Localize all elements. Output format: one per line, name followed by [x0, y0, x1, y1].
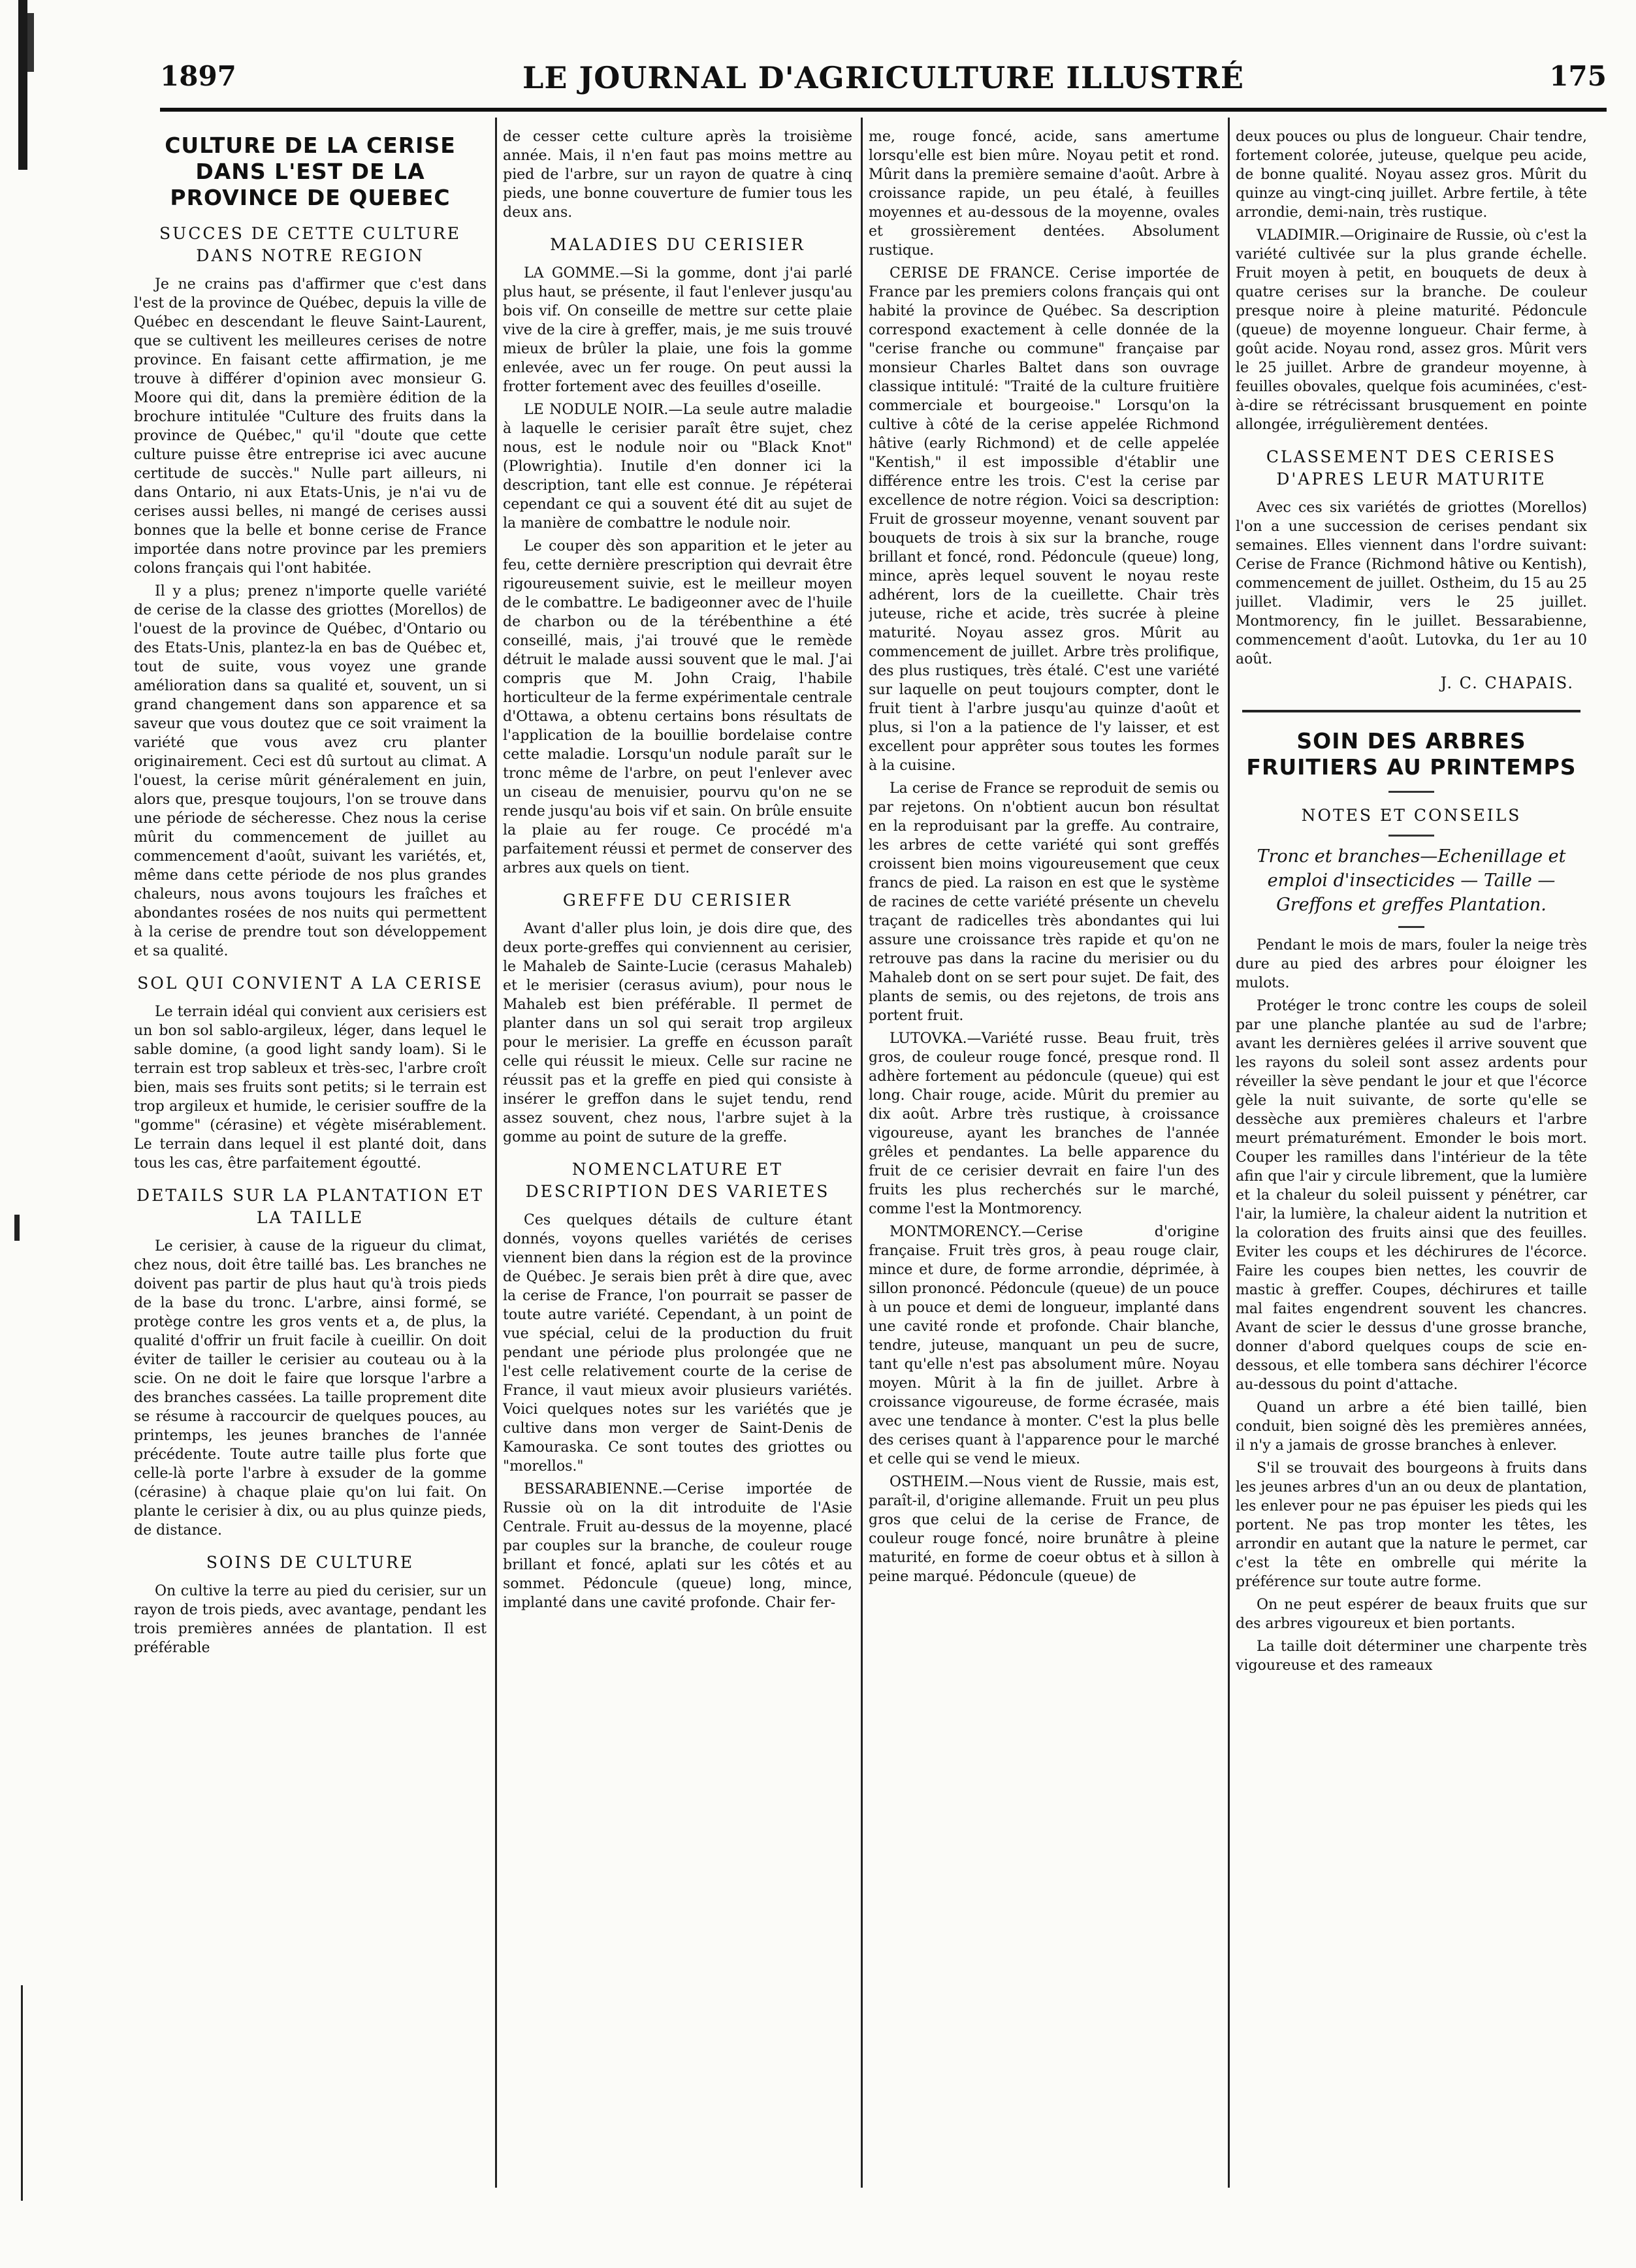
short-rule: [1388, 791, 1434, 793]
paragraph: S'il se trouvait des bourgeons à fruits dans les jeunes arbres d'un an ou deux de plantation, les enlever pour ne pas épuiser les pieds qui les portent. Ne pas trop monter les têtes, les arrondir en autant que la nature le permet, car c'est la tête en ombrelle qui mérite la préférence sur toute autre forme.: [1236, 1460, 1587, 1590]
header-year: 1897: [160, 60, 236, 92]
paragraph: Protéger le tronc contre les coups de soleil par une planche plantée au sud de l'arbre; avant les dernières gelées il arrive souvent que les rayons du soleil sont assez ardents pour réveiller la sève pendant le jour et que l'écorce gèle la nuit suivante, de sorte qu'elle se dessèche aux premières chaleurs et l'arbre meurt prématurément. Emonder le bois mort. Couper les ramilles dans l'intérieur de la tête afin que l'air y circule librement, que la lumière et la chaleur du soleil puissent y pénétrer, car l'air, la lumière, la chaleur aident la nutrition et la coloration des fruits ainsi que des feuilles. Eviter les coups et les déchirures de l'écorce. Faire les coupes bien nettes, les couvrir de mastic à greffer. Coupes, déchirures et taille mal faites engendrent souvent les chancres. Avant de scier le dessus d'une grosse branche, donner d'abord quelques coups de scie en-dessous, et elle tombera sans déchirer l'écorce au-dessous du point d'attache.: [1236, 998, 1587, 1393]
section-heading-nomenclature: NOMENCLATURE ET DESCRIPTION DES VARIETES: [525, 1160, 830, 1201]
paragraph: La taille doit déterminer une charpente très vigoureuse et des rameaux: [1236, 1638, 1587, 1674]
paragraph: VLADIMIR.—Originaire de Russie, où c'est la variété cultivée sur la plus grande échelle. Fruit moyen à petit, en bouquets de deux à quatre cerises sur la branche. De couleur presque noire à pleine maturité. Pédoncule (queue) de moyenne longueur. Chair ferme, à goût acide. Noyau rond, assez gros. Mûrit vers le 25 juillet. Arbre de grandeur moyenne, à feuilles obovales, quelque fois acuminées, c'est-à-dire se rétrécissant brusquement en pointe allongée, irrégulièrement dentées.: [1236, 227, 1587, 433]
paragraph: LUTOVKA.—Variété russe. Beau fruit, très gros, de couleur rouge foncé, presque rond. Il adhère fortement au pédoncule (queue) qui est long. Chair rouge, acide. Mûrit du premier au dix août. Arbre très rustique, à croissance vigoureuse, ayant les branches de l'année grêles et pendantes. La belle apparence du fruit de ce cerisier devrait en faire l'un des fruits les plus recherchés sur le marché, comme l'est la Montmorency.: [869, 1030, 1219, 1217]
short-rule: [1388, 835, 1434, 837]
column-3: [869, 127, 1219, 2184]
scanned-binding-edge: [7, 0, 52, 2265]
column-rule-2: [861, 118, 863, 2188]
paragraph: MONTMORENCY.—Cerise d'origine française. Fruit très gros, à peau rouge clair, mince et dure, de forme arrondie, déprimée, à sillon prononcé. Pédoncule (queue) de un pouce à un pouce et demi de longueur, implanté dans une cavité ronde et profonde. Chair blanche, tendre, juteuse, manquant un peu de sucre, tant qu'elle n'est pas absolument mûre. Noyau moyen. Mûrit à la fin de juillet. Arbre à croissance vigoureuse, de forme écrasée, mais avec une tendance à monter. C'est la plus belle des cerises quant à l'apparence pour le marché et celle qui se vend le mieux.: [869, 1224, 1219, 1467]
paragraph: Pendant le mois de mars, fouler la neige très dure au pied des arbres pour éloigner les mulots.: [1236, 937, 1587, 991]
column-rule-1: [495, 118, 497, 2188]
author-signature: J. C. CHAPAIS.: [1440, 674, 1574, 692]
column-rule-3: [1228, 118, 1230, 2188]
paragraph: deux pouces ou plus de longueur. Chair tendre, fortement colorée, juteuse, quelque peu acide, de bonne qualité. Noyau assez gros. Mûrit du quinze au vingt-cinq juillet. Arbre fertile, à tête arrondie, demi-nain, très rustique.: [1236, 129, 1587, 221]
paragraph: Le couper dès son apparition et le jeter au feu, cette dernière prescription qui devrait être rigoureusement suivie, est le meilleur moyen de le combattre. Le badigeonner avec de l'huile de charbon ou de la térébenthine a été conseillé, mais, j'ai trouvé que le remède détruit le malade aussi souvent que le mal. J'ai compris que M. John Craig, l'habile horticulteur de la ferme expérimentale centrale d'Ottawa, a obtenu certains bons résultats de l'application de la bouillie bordelaise contre cette maladie. Lorsqu'un nodule paraît sur le tronc même de l'arbre, on peut l'enlever avec un ciseau de menuisier, pourvu qu'on ne se rende jusqu'au bois vif et sain. On brûle ensuite la plaie au fer rouge. Ce procédé m'a parfaitement réussi et permet de conserver des arbres aux quels on tient.: [503, 538, 852, 876]
paragraph: CERISE DE FRANCE. Cerise importée de France par les premiers colons français qui ont habité la province de Québec. Sa description correspond exactement à celle donnée de la "cerise franche ou commune" française par monsieur Charles Baltet dans son ouvrage classique intitulé: "Traité de la culture fruitière commerciale et bourgeoise." Lorsqu'on la cultive à côté de la cerise appelée Richmond hâtive (early Richmond) et de celle appelée "Kentish," il est impossible d'établir une différence entre les trois. C'est la cerise par excellence de notre région. Voici sa description: Fruit de grosseur moyenne, venant souvent par bouquets de trois à six sur la branche, rouge brillant et foncé, rond. Pédoncule (queue) long, mince, après lequel souvent le noyau reste adhérent, lors de la cueillette. Chair très juteuse, riche et acide, très sucrée à pleine maturité. Noyau assez gros. Mûrit au commencement de juillet. Arbre très prolifique, des plus rustiques, très étalé. C'est une variété sur laquelle on peut toujours compter, dont le fruit tient à l'arbre jusqu'au quinze d'août et plus, si l'on a la patience de l'y laisser, et est excellent pour apprêter sous toutes les formes à la cuisine.: [869, 265, 1219, 774]
paragraph: Ces quelques détails de culture étant donnés, voyons quelles variétés de cerises viennent bien dans la région est de la province de Québec. Je serais bien prêt à dire que, avec la cerise de France, l'on pourrait se passer de toute autre variété. Cependant, à un point de vue spécial, celui de la production du fruit pendant une période plus prolongée que ne l'est celle relativement courte de la cerise de France, il vaut mieux avoir plusieurs variétés. Voici quelques notes sur les variétés que je cultive dans mon verger de Saint-Denis de Kamouraska. Ce sont toutes des griottes ou "morellos.": [503, 1212, 852, 1475]
paragraph: Avant d'aller plus loin, je dois dire que, des deux porte-greffes qui conviennent au cerisier, le Mahaleb de Sainte-Lucie (cerasus Mahaleb) et le merisier (cerasus avium), pour nous le Mahaleb est bien préférable. Il permet de planter dans un sol qui serait trop argileux pour le merisier. La greffe en écusson paraît celle qui réussit le mieux. Celle sur racine ne réussit pas et la greffe en pied qui consiste à insérer le greffon dans le sujet tendu, rend assez souvent, chez nous, l'arbre sujet à la gomme au point de suture de la greffe.: [503, 921, 852, 1145]
section-heading-classement: CLASSEMENT DES CERISES D'APRES LEUR MATURITE: [1266, 447, 1557, 488]
section-heading-sol: SOL QUI CONVIENT A LA CERISE: [137, 974, 483, 993]
article-subtitle: SUCCES DE CETTE CULTURE DANS NOTRE REGION: [159, 224, 461, 265]
paragraph: LA GOMME.—Si la gomme, dont j'ai parlé plus haut, se présente, il faut l'enlever jusqu'au bois vif. On conseille de mettre sur cette plaie vive de la cire à greffer, mais, je me suis trouvé mieux de brûler la plaie, une fois la gomme enlevée, avec un fer rouge. On peut aussi la frotter fortement avec des feuilles d'oseille.: [503, 265, 852, 395]
article-subtitle-2: NOTES ET CONSEILS: [1301, 806, 1522, 825]
column-1: [134, 127, 487, 2184]
header-rule: [160, 108, 1607, 112]
paragraph: de cesser cette culture après la troisième année. Mais, il n'en faut pas moins mettre au pied de l'arbre, sur un rayon de quatre à cinq pieds, une bonne couverture de fumier tous les deux ans.: [503, 129, 852, 221]
article-separator: [1242, 710, 1580, 712]
paragraph: On ne peut espérer de beaux fruits que sur des arbres vigoureux et bien portants.: [1236, 1597, 1587, 1632]
page-number: 175: [1549, 60, 1607, 92]
page-header: [160, 60, 1607, 106]
column-4: [1236, 127, 1587, 2184]
section-heading-maladies: MALADIES DU CERISIER: [550, 235, 805, 254]
article-title: CULTURE DE LA CERISE DANS L'EST DE LA PROVINCE DE QUEBEC: [165, 133, 456, 210]
article-title-2: SOIN DES ARBRES FRUITIERS AU PRINTEMPS: [1246, 728, 1577, 780]
paragraph: Quand un arbre a été bien taillé, bien conduit, bien soigné dès les premières années, il n'y a jamais de grosse branches à enlever.: [1236, 1399, 1587, 1454]
paragraph: OSTHEIM.—Nous vient de Russie, mais est, paraît-il, d'origine allemande. Fruit un peu plus gros que celui de la cerise de France, de couleur rouge foncé, noire brunâtre à pleine maturité, en forme de coeur obtus et à sillon à peine marqué. Pédoncule (queue) de: [869, 1474, 1219, 1585]
section-heading-soins: SOINS DE CULTURE: [206, 1553, 415, 1572]
paragraph: Il y a plus; prenez n'importe quelle variété de cerise de la classe des griottes (Morellos) de l'ouest de la province de Québec, d'Ontario ou des Etats-Unis, plantez-la en bas de Québec et, tout de suite, vous voyez une grande amélioration dans sa qualité et, souvent, un si grand changement dans son apparence et sa saveur que vous doutez que ce soit vraiment la variété que vous avez cru planter originairement. Ceci est dû surtout au climat. A l'ouest, la cerise mûrit généralement en juin, alors que, presque toujours, l'on se trouve dans une période de sécheresse. Chez nous la cerise mûrit du commencement de juillet au commencement d'août, suivant les variétés, et, même dans cette période de nos plus grandes chaleurs, nous avons toujours les fraîches et abondantes rosées de nos nuits qui permettent à la cerise de prendre tout son développement et sa qualité.: [134, 583, 487, 959]
section-heading-details: DETAILS SUR LA PLANTATION ET LA TAILLE: [136, 1186, 484, 1227]
short-rule: [1398, 926, 1424, 928]
paragraph: Je ne crains pas d'affirmer que c'est dans l'est de la province de Québec, depuis la ville de Québec en descendant le fleuve Saint-Laurent, que se cultivent les meilleures cerises de notre province. En faisant cette affirmation, je me trouve à différer d'opinion avec monsieur G. Moore qui dit, dans la première édition de la brochure intitulée "Culture des fruits dans la province de Québec," qu'il "doute que cette culture puisse être entreprise ici avec aucune certitude de succès." Nulle part ailleurs, ni dans Ontario, ni aux Etats-Unis, je n'ai vu de cerises aussi belles, ni mangé de cerises aussi bonnes que la belle et bonne cerise de France importée dans notre province par les premiers colons français qui l'ont habitée.: [134, 276, 487, 577]
paragraph: me, rouge foncé, acide, sans amertume lorsqu'elle est bien mûre. Noyau petit et rond. Mûrit dans la première semaine d'août. Arbre à croissance rapide, un peu étalé, à feuilles moyennes et au-dessous de la moyenne, ovales et grossièrement dentées. Absolument rustique.: [869, 129, 1219, 259]
paragraph: Le cerisier, à cause de la rigueur du climat, chez nous, doit être taillé bas. Les branches ne doivent pas partir de plus haut qu'à trois pieds de la base du tronc. L'arbre, ainsi formé, se protège contre les gros vents et a, de plus, la qualité d'offrir un fruit facile à cueillir. On doit éviter de tailler le cerisier au couteau ou à la scie. On ne doit le faire que lorsque l'arbre a des branches cassées. La taille proprement dite se résume à raccourcir de quelques pouces, au printemps, les jeunes branches de l'année précédente. Toute autre taille plus forte que celle-là porte l'arbre à exsuder de la gomme (cérasine) à chaque plaie qu'on lui fait. On plante le cerisier à dix, ou au plus quinze pieds, de distance.: [134, 1238, 487, 1539]
paragraph: Avec ces six variétés de griottes (Morellos) l'on a une succession de cerises pendant six semaines. Elles viennent dans l'ordre suivant: Cerise de France (Richmond hâtive ou Kentish), commencement de juillet. Ostheim, du 15 au 25 juillet. Vladimir, vers le 25 juillet. Montmorency, fin le juillet. Bessarabienne, commencement d'août. Lutovka, du 1er au 10 août.: [1236, 500, 1587, 667]
column-2: [503, 127, 852, 2184]
paragraph: BESSARABIENNE.—Cerise importée de Russie où on la dit introduite de l'Asie Centrale. Fruit au-dessus de la moyenne, placé par couples sur la branche, de couleur rouge brillant et foncé, aplati sur les côtés et au sommet. Pédoncule (queue) long, mince, implanté dans une cavité profonde. Chair fer-: [503, 1481, 852, 1611]
paragraph: Le terrain idéal qui convient aux cerisiers est un bon sol sablo-argileux, léger, dans lequel le sable domine, (a good light sandy loam). Si le terrain est trop sableux et très-sec, l'arbre croît bien, mais ses fruits sont petits; si le terrain est trop argileux et humide, le cerisier souffre de la "gomme" (cérasine) et végète misérablement. Le terrain dans lequel il est planté doit, dans tous les cas, être parfaitement égoutté.: [134, 1004, 487, 1172]
paragraph: LE NODULE NOIR.—La seule autre maladie à laquelle le cerisier paraît être sujet, chez nous, est le nodule noir ou "Black Knot" (Plowrightia). Inutile d'en donner ici la description, tant elle est connue. Je répéterai cependant ce qui a souvent été dit au sujet de la manière de combattre le nodule noir.: [503, 402, 852, 532]
journal-title: LE JOURNAL D'AGRICULTURE ILLUSTRÉ: [522, 60, 1244, 95]
paragraph: On cultive la terre au pied du cerisier, sur un rayon de trois pieds, avec avantage, pendant les trois premières années de plantation. Il est préférable: [134, 1583, 487, 1656]
section-heading-greffe: GREFFE DU CERISIER: [562, 891, 793, 910]
paragraph: La cerise de France se reproduit de semis ou par rejetons. On n'obtient aucun bon résultat en la reproduisant par la greffe. Au contraire, les arbres de cette variété qui sont greffés croissent bien moins vigoureusement que ceux francs de pied. La raison en est que le système de racines de cette variété présente un chevelu traçant de radicelles très abondantes qui lui assure une croissance très rapide et qu'on ne retrouve pas dans la racine du merisier ou du Mahaleb dont on se sert pour sujet. De fait, des plants de semis, ou des rejetons, de trois ans portent fruit.: [869, 780, 1219, 1024]
italic-summary: Tronc et branches—Echenillage et emploi d'insecticides — Taille — Greffons et greffes Plantation.: [1257, 846, 1566, 915]
binding-edge-marks: [7, 0, 52, 2265]
